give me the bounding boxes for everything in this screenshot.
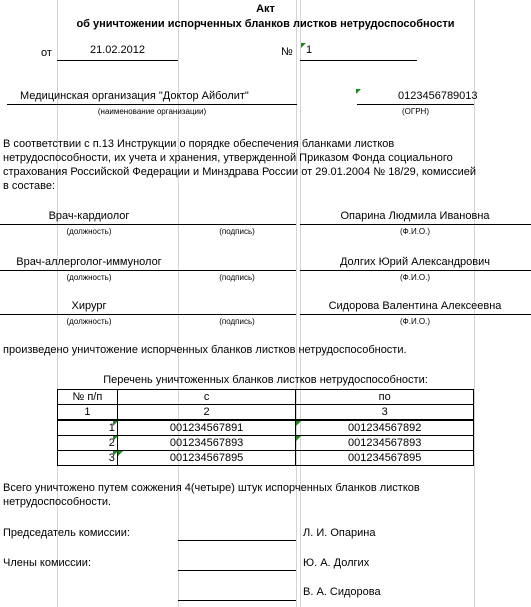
intro-line: нетрудоспособности, их учета и хранения, утвержденной Приказом Фонда социального <box>3 152 453 164</box>
signature-underline <box>178 314 296 315</box>
position-underline <box>0 314 178 315</box>
table-row <box>58 436 474 451</box>
org-name-hint: (наименование организации) <box>97 107 207 116</box>
table-cell <box>58 451 118 466</box>
range-to: 001234567893 <box>347 437 422 449</box>
member-name: Сидорова Валентина Алексеевна <box>328 300 502 312</box>
table-row <box>58 451 474 466</box>
row-index: 2 <box>108 437 115 449</box>
member-short-name: В. А. Сидорова <box>303 586 381 598</box>
position-hint: (должность) <box>66 273 112 282</box>
doc-title: Акт <box>256 3 275 15</box>
range-to: 001234567892 <box>347 422 422 434</box>
position-underline <box>0 270 178 271</box>
chairman-name: Л. И. Опарина <box>303 527 376 539</box>
table-cell <box>58 420 118 436</box>
member-position: Врач-кардиолог <box>48 210 130 222</box>
intro-line: В соответствии с п.13 Инструкции о порядке обеспечения бланками листков <box>3 138 395 150</box>
org-underline <box>7 104 297 105</box>
chairman-label: Председатель комиссии: <box>3 527 130 539</box>
org-ogrn-hint: (ОГРН) <box>402 107 429 116</box>
table-cell: 3 <box>296 405 474 421</box>
signature-hint: (подпись) <box>219 317 255 326</box>
cell-marker-icon <box>296 436 301 441</box>
members-label: Члены комиссии: <box>3 557 92 569</box>
table-header-cell: № п/п <box>58 390 118 405</box>
position-hint: (должность) <box>66 227 112 236</box>
signature-underline <box>178 270 296 271</box>
member-signature-line <box>178 600 296 601</box>
destroyed-statement: произведено уничтожение испорченных бланков листков нетрудоспособности. <box>3 344 407 356</box>
doc-subtitle: об уничтожении испорченных бланков листков нетрудоспособности <box>76 18 455 30</box>
table-header-cell: с <box>117 390 296 405</box>
grid-line <box>296 0 297 607</box>
intro-line: в составе: <box>3 180 56 192</box>
destroyed-forms-table <box>57 389 474 466</box>
table-cell: 1 <box>58 405 118 421</box>
name-underline <box>300 314 531 315</box>
signature-underline <box>178 224 296 225</box>
range-from: 001234567895 <box>169 452 244 464</box>
row-index: 3 <box>108 452 115 464</box>
member-short-name: Ю. А. Долгих <box>303 557 370 569</box>
table-cell: 2 <box>117 405 296 421</box>
member-position: Хирург <box>71 300 107 312</box>
number-label: № <box>281 46 293 58</box>
table-cell: 001234567893 <box>117 436 296 451</box>
fio-hint: (Ф.И.О.) <box>399 317 431 326</box>
chairman-signature-line <box>178 540 296 541</box>
member-name: Опарина Людмила Ивановна <box>340 210 490 222</box>
doc-date: 21.02.2012 <box>89 44 146 56</box>
position-hint: (должность) <box>66 317 112 326</box>
org-ogrn: 0123456789013 <box>398 90 478 102</box>
row-index: 1 <box>108 422 115 434</box>
name-underline <box>300 270 531 271</box>
org-name: Медицинская организация "Доктор Айболит" <box>20 90 249 102</box>
table-cell: 001234567891 <box>117 420 296 436</box>
intro-line: страхования Российской Федерации и Минздрава России от 29.01.2004 № 18/29, комиссией <box>3 166 476 178</box>
cell-marker-icon <box>118 451 123 456</box>
table-cell <box>296 436 474 451</box>
table-header-cell: по <box>296 390 474 405</box>
member-name: Долгих Юрий Александрович <box>339 256 491 268</box>
signature-hint: (подпись) <box>219 227 255 236</box>
table-cell <box>58 436 118 451</box>
table-cell <box>296 420 474 436</box>
table-cell <box>117 451 296 466</box>
table-numbering-row <box>58 405 474 421</box>
cell-marker-icon <box>296 421 301 426</box>
member-position: Врач-аллерголог-иммунолог <box>16 256 162 268</box>
number-underline <box>300 60 417 61</box>
signature-hint: (подпись) <box>219 273 255 282</box>
from-label: от <box>41 47 52 59</box>
date-underline <box>57 60 178 61</box>
fio-hint: (Ф.И.О.) <box>399 273 431 282</box>
member-signature-line <box>178 570 296 571</box>
ogrn-underline <box>357 104 474 105</box>
fio-hint: (Ф.И.О.) <box>399 227 431 236</box>
total-line: Всего уничтожено путем сожжения 4(четыре) штук испорченных бланков листков <box>3 482 420 494</box>
total-line: нетрудоспособности. <box>3 496 112 508</box>
name-underline <box>300 224 531 225</box>
table-header-row <box>58 390 474 405</box>
position-underline <box>0 224 178 225</box>
cell-marker-icon <box>356 89 361 94</box>
list-title: Перечень уничтоженных бланков листков нетрудоспособности: <box>103 374 428 386</box>
table-row <box>58 420 474 436</box>
doc-number: 1 <box>306 44 313 56</box>
table-cell: 001234567895 <box>296 451 474 466</box>
